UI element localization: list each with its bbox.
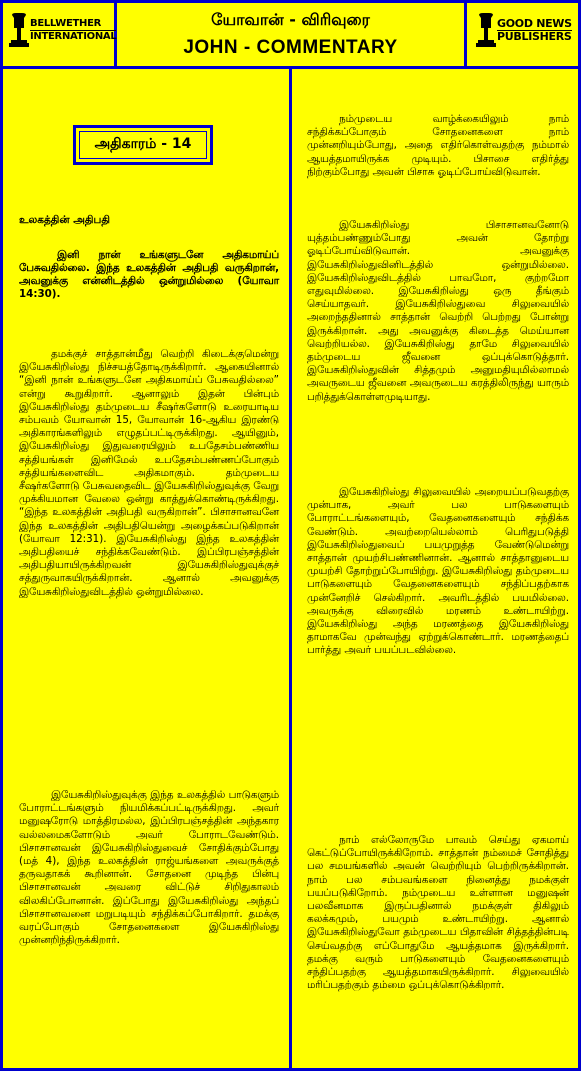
good-news-logo	[475, 13, 572, 47]
good-news-logo-cell	[467, 3, 578, 69]
left-column	[3, 69, 292, 1068]
paragraph: இயேசுகிறிஸ்துவுக்கு இந்த உலகத்தில் பாடுகளும் போராட்டங்களும் நியமிக்கப்பட்டிருக்கிறது. அவர் மனுஷரோடு மாத்திரமல்ல, இப்பிரபஞ்சத்தின் அந்தகார வல்லமைகளோடும் அவர் போராடவேண்டும். பிசாசானவன் இயேசுகிறிஸ்துவைச் சோதிக்கும்போது (மத் 4), இந்த உலகத்தின் ராஜ்யங்களை அவருக்குத் தருவதாகக் கூறினான். சோதனை முடிந்த பின்பு பிசாசானவன் அவரை விட்டுச் சிறிதுகாலம் விலகிப்போனான். இப்போது இயேசுகிறிஸ்து அந்தப் பிசாசானவனை மறுபடியும் சந்திக்கப்போகிறார். தமக்கு வரப்போகும் சோதனைகளை இயேசுகிறிஸ்து முன்னறிந்திருக்கிறார்.	[19, 789, 279, 947]
paragraph: தமக்குச் சாத்தான்மீது வெற்றி கிடைக்குமென்று இயேசுகிறிஸ்து நிச்சயத்தோடிருக்கிறார். ஆகையினால் “இனி நான் உங்களுடனே அதிகமாய்ப் பேசுவதில்லை” என்று கூறுகிறார். ஆனாலும் இதன் பின்பும் இயேசுகிறிஸ்து தம்முடைய சீஷர்களோடு உரையாடிய சம்பவம் யோவான் 15, யோவான் 16-ஆகிய இரண்டு அதிகாரங்களிலும் எழுதப்பட்டிருக்கிறது. ஆயினும், இயேசுகிறிஸ்து இதுவரையிலும் உபதேசம்பண்ணிய சத்தியங்கள் இனிமேல் உபதேசம்பண்ணப்போகும் சத்தியங்களைவிட அதிகமாகும். தம்முடைய சீஷர்களோடு பேசுவதைவிட இயேசுகிறிஸ்துவுக்கு வேறு முக்கியமான வேலை ஒன்று காத்துக்கொண்டிருக்கிறது. “இந்த உலகத்தின் அதிபதி வருகிறான்”. பிசாசானவனே இந்த உலகத்தின் அதிபதியென்று அழைக்கப்படுகிறான் (யோவா 12:31). இயேசுகிறிஸ்து இந்த உலகத்தின் அதிபதியைச் சந்திக்கவேண்டும். இப்பிரபஞ்சத்தின் அதிபதியாயிருக்கிறவன் இயேசுகிறிஸ்துவுக்குச் சத்துருவாகயிருக்கிறான். ஆனால் அவனுக்கு இயேசுகிறிஸ்துவிடத்தில் ஒன்றுமில்லை.	[19, 348, 279, 598]
chapter-label: அதிகாரம் - 14	[79, 131, 207, 159]
lamp-icon	[8, 13, 30, 47]
good-news-logo-line2: PUBLISHERS	[497, 29, 572, 43]
header-title-cell	[117, 3, 467, 69]
paragraph: நம்முடைய வாழ்க்கையிலும் நாம் சந்திக்கப்போகும் சோதனைகளை நாம் முன்னறியும்போது, அதை எதிர்கொள்வதற்கு நம்மால் ஆயத்தமாயிருக்க முடியும். பிசாசை எதிர்த்து நிற்கும்போது அவன் பிசாசு ஓடிப்போய்விடுவான்.	[307, 113, 569, 178]
right-column	[295, 69, 578, 1068]
paragraph: இயேசுகிறிஸ்து சிலுவையில் அறையப்படுவதற்கு முன்பாக, அவர் பல பாடுகளையும் போராட்டங்களையும், வேதனைகளையும் சந்திக்க வேண்டும். அவற்றையெல்லாம் பெரிதுபடுத்தி இயேசுகிறிஸ்துவைப் பயமுறுத்த வேண்டுமென்று சாத்தான் முயற்சிபண்ணினான். ஆனால் சாத்தானுடைய முயற்சி தோற்றுப்போயிற்று. இயேசுகிறிஸ்து தம்முடைய பாடுகளையும் வேதனைகளையும் சந்திப்பதற்காக முன்னேறிச் செல்கிறார். அவரிடத்தில் பயமில்லை. அவருக்கு விரைவில் மரணம் உண்டாயிற்று. இயேசுகிறிஸ்து அந்த மரணத்தை இயேசுகிறிஸ்து தாமாகவே முன்வந்து ஏற்றுக்கொண்டார். மரணத்தைப் பார்த்து அவர் பயப்படவில்லை.	[307, 486, 569, 657]
chapter-box	[73, 125, 213, 165]
good-news-logo-line1: GOOD NEWS	[497, 16, 572, 30]
paragraph: இயேசுகிறிஸ்து பிசாசானவனோடு யுத்தம்பண்ணும்போது அவன் தோற்று ஓடிப்போய்விடுவான். அவனுக்கு இயேசுகிறிஸ்துவினிடத்தில் ஒன்றுமில்லை. இயேசுகிறிஸ்துவிடத்தில் பாவமோ, குற்றமோ எதுவுமில்லை. இயேசுகிறிஸ்து ஒரு தீங்கும் செய்யாதவர். இயேசுகிறிஸ்துவை சிலுவையில் அறைந்ததினால் சாத்தான் வெற்றி பெற்றது போன்று இருக்கிறான். அது அவனுக்கு கிடைத்த மெய்யான வெற்றியல்ல. இயேசுகிறிஸ்து தாமே சிலுவையில் தம்முடைய ஜீவனை ஒப்புக்கொடுத்தார். இயேசுகிறிஸ்துவின் சித்தமும் அனுமதியுமில்லாமல் அவருடைய ஜீவனை அவருடைய கரத்திலிருந்து யாரும் பறித்துக்கொள்ளமுடியாது.	[307, 219, 569, 403]
paragraph: நாம் எல்லோருமே பாவம் செய்து ஏகமாய் கெட்டுப்போயிருக்கிறோம். சாத்தான் நம்மைச் சோதித்து பல சமயங்களில் அவன் வெற்றியும் பெற்றிருக்கிறான். நாம் பல சம்பவங்களை நினைத்து நமக்குள் பயப்படுகிறோம். நம்முடைய உள்ளான மனுஷன் பலவீனமாக இருப்பதினால் நமக்குள் திகிலும் கலக்கமும், பயமும் உண்டாயிற்று. ஆனால் இயேசுகிறிஸ்துவோ தம்முடைய பிதாவின் சித்தத்தின்படி செய்வதற்கு எப்போதுமே ஆயத்தமாக இருக்கிறார். தமக்கு வரும் பாடுகளையும் வேதனைகளையும் சந்திப்பதற்கு ஆயத்தமாகயிருக்கிறார். சிலுவையில் மரிப்பதற்கும் தம்மை ஒப்புக்கொடுக்கிறார்.	[307, 834, 569, 992]
bellwether-logo-cell	[3, 3, 117, 69]
bellwether-logo-line2: INTERNATIONAL	[30, 30, 117, 42]
bellwether-logo	[8, 13, 116, 47]
title-english: JOHN - COMMENTARY	[183, 37, 398, 58]
verse-quote: இனி நான் உங்களுடனே அதிகமாய்ப் பேசுவதில்லை. இந்த உலகத்தின் அதிபதி வருகிறான், அவனுக்கு என்னிடத்தில் ஒன்றுமில்லை (யோவா 14:30).	[19, 249, 279, 300]
title-tamil: யோவான் - விரிவுரை	[211, 10, 370, 29]
section-title: உலகத்தின் அதிபதி	[19, 214, 110, 226]
header	[3, 3, 578, 69]
lamp-icon	[475, 13, 497, 47]
bellwether-logo-line1: BELLWETHER	[30, 18, 116, 31]
